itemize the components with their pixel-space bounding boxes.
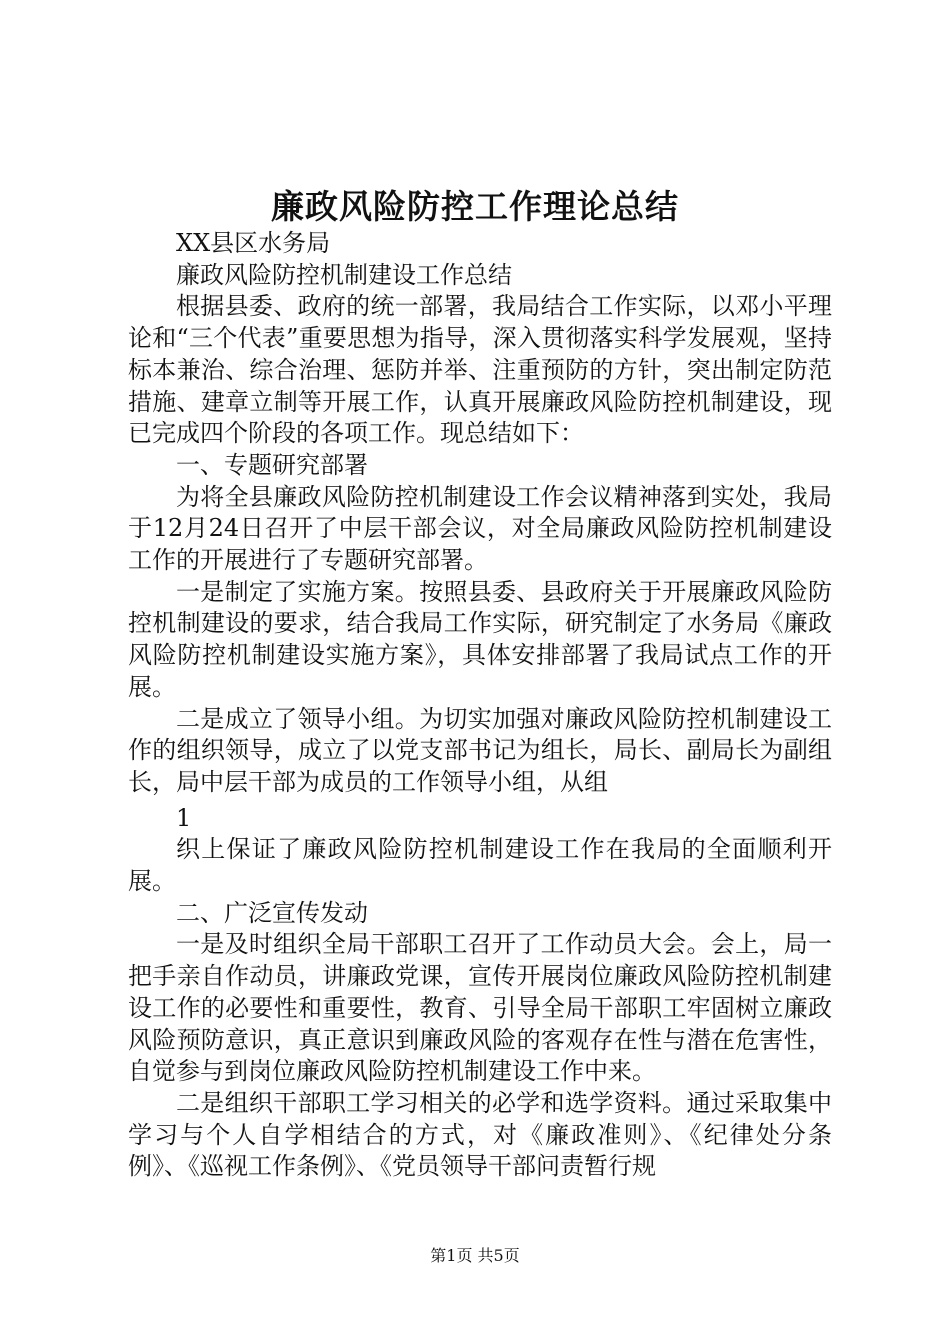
inline-page-number: 1	[176, 803, 192, 832]
section-heading: 一、专题研究部署	[176, 450, 368, 479]
body-paragraph: 织上保证了廉政风险防控机制建设工作在我局的全面顺利开展。	[128, 835, 832, 896]
body-paragraph: 二是成立了领导小组。为切实加强对廉政风险防控机制建设工作的组织领导，成立了以党支部书记为组长，局长、副局长为副组长，局中层干部为成员的工作领导小组，从组	[128, 704, 832, 796]
page-footer: 第1页 共5页	[430, 1246, 520, 1265]
document-title: 廉政风险防控工作理论总结	[271, 187, 679, 226]
section-heading: 二、广泛宣传发动	[176, 898, 368, 927]
document-subtitle: 廉政风险防控机制建设工作总结	[176, 260, 512, 289]
organization-name: XX县区水务局	[176, 229, 331, 257]
body-paragraph: 一是及时组织全局干部职工召开了工作动员大会。会上，局一把手亲自作动员，讲廉政党课，宣传开展岗位廉政风险防控机制建设工作的必要性和重要性，教育、引导全局干部职工牢固树立廉政风险预防意识，真正意识到廉政风险的客观存在性与潜在危害性，自觉参与到岗位廉政风险防控机制建设工作中来。	[128, 930, 832, 1086]
body-paragraph: 二是组织干部职工学习相关的必学和选学资料。通过采取集中学习与个人自学相结合的方式，对《廉政准则》、《纪律处分条例》、《巡视工作条例》、《党员领导干部问责暂行规	[128, 1088, 832, 1181]
document-body	[128, 228, 832, 1183]
body-paragraph: 为将全县廉政风险防控机制建设工作会议精神落到实处，我局于12月24日召开了中层干部会议，对全局廉政风险防控机制建设工作的开展进行了专题研究部署。	[128, 482, 832, 575]
body-paragraph: 一是制定了实施方案。按照县委、县政府关于开展廉政风险防控机制建设的要求，结合我局工作实际，研究制定了水务局《廉政风险防控机制建设实施方案》，具体安排部署了我局试点工作的开展。	[128, 577, 832, 701]
body-paragraph: 根据县委、政府的统一部署，我局结合工作实际，以邓小平理论和“三个代表”重要思想为指导，深入贯彻落实科学发展观，坚持标本兼治、综合治理、惩防并举、注重预防的方针，突出制定防范措施、建章立制等开展工作，认真开展廉政风险防控机制建设，现已完成四个阶段的各项工作。现总结如下：	[128, 292, 832, 448]
